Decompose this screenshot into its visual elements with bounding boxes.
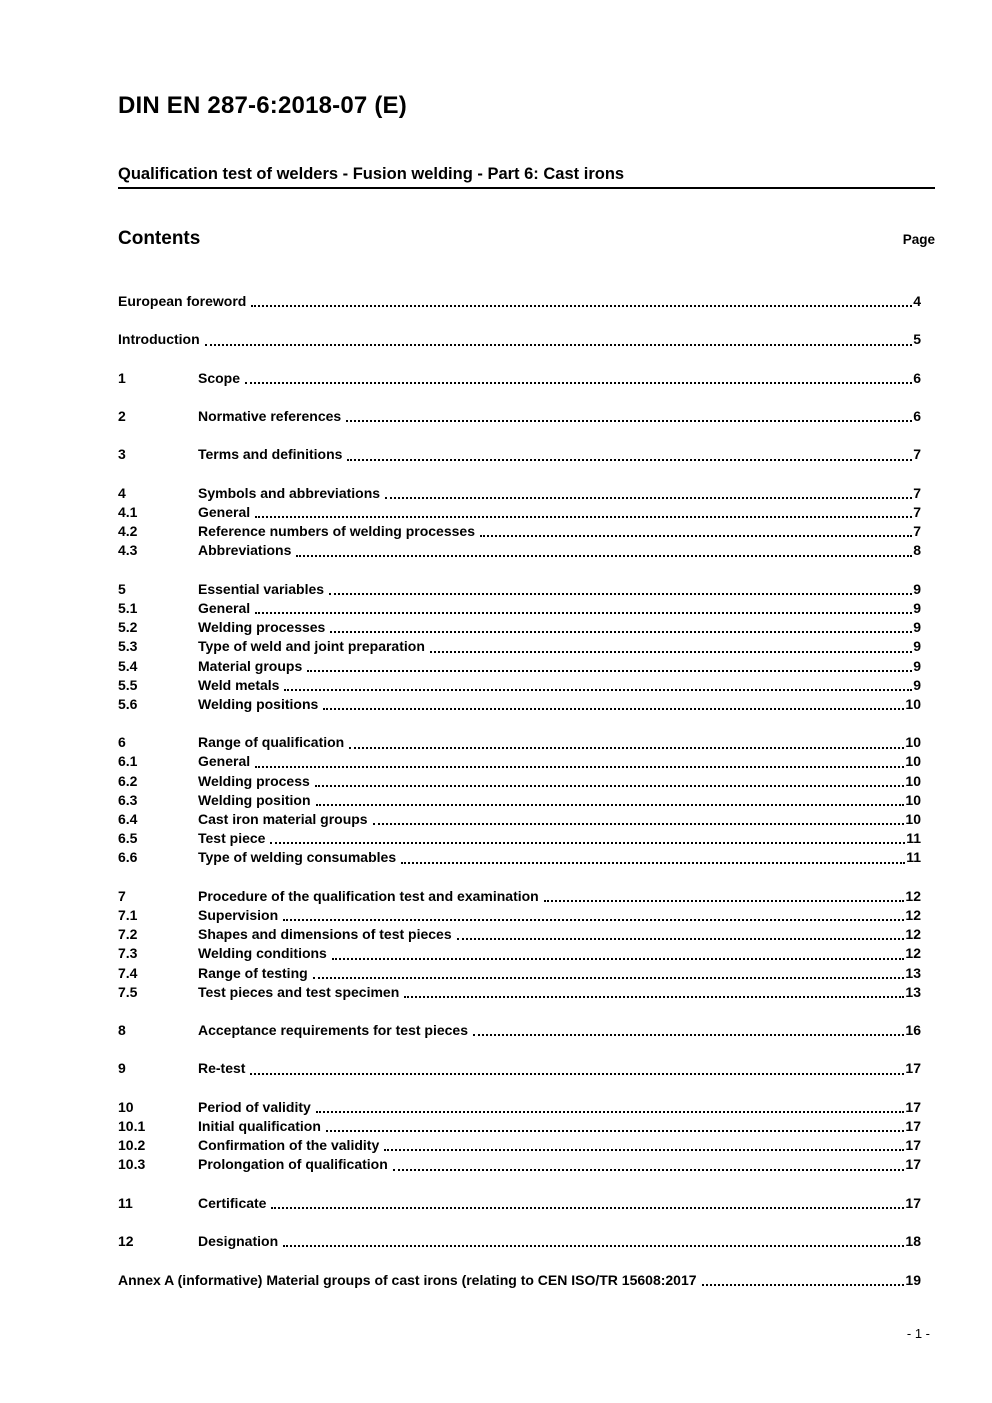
toc-group bbox=[118, 407, 935, 426]
toc-entry-number: 5.3 bbox=[118, 638, 138, 655]
toc-entry-page: 17 bbox=[905, 1098, 921, 1115]
toc-entry-page: 12 bbox=[905, 906, 921, 923]
toc-entry bbox=[118, 676, 935, 695]
toc-entry-page: 7 bbox=[913, 446, 921, 463]
toc-entry-title: Test pieces and test specimen bbox=[198, 983, 400, 1000]
toc-entry bbox=[118, 772, 935, 791]
toc-group bbox=[118, 484, 935, 561]
toc-entry-title: Range of qualification bbox=[198, 734, 345, 751]
toc-entry-title: Acceptance requirements for test pieces bbox=[198, 1022, 468, 1039]
toc-entry-page: 17 bbox=[905, 1194, 921, 1211]
toc-entry-page: 11 bbox=[906, 830, 921, 847]
toc-entry bbox=[118, 829, 935, 848]
toc-leader-dots bbox=[346, 420, 912, 422]
toc-entry bbox=[118, 733, 935, 752]
toc-entry-page: 9 bbox=[913, 638, 921, 655]
toc-leader-dots bbox=[473, 1034, 904, 1036]
toc-entry-number: 7.3 bbox=[118, 945, 138, 962]
toc-leader-dots bbox=[316, 1111, 905, 1113]
toc-entry-number: 10.1 bbox=[118, 1118, 146, 1135]
document-title: Qualification test of welders - Fusion welding - Part 6: Cast irons bbox=[118, 164, 935, 189]
toc-entry-number: 6.4 bbox=[118, 811, 138, 828]
page-content bbox=[118, 0, 935, 1290]
toc-leader-dots bbox=[480, 535, 912, 537]
toc-leader-dots bbox=[307, 670, 912, 672]
toc-leader-dots bbox=[385, 497, 912, 499]
toc-entry bbox=[118, 1194, 935, 1213]
toc-entry-number: 2 bbox=[118, 408, 126, 425]
toc-entry-title: Symbols and abbreviations bbox=[198, 484, 381, 501]
toc-leader-dots bbox=[330, 631, 912, 633]
toc-entry-page: 10 bbox=[905, 791, 921, 808]
toc-entry-number: 4.3 bbox=[118, 542, 138, 559]
toc-entry-page: 10 bbox=[905, 753, 921, 770]
toc-entry-page: 5 bbox=[913, 331, 921, 348]
toc-leader-dots bbox=[205, 344, 913, 346]
toc-group bbox=[118, 733, 935, 867]
toc-entry bbox=[118, 944, 935, 963]
toc-entry-number: 10 bbox=[118, 1098, 134, 1115]
toc-entry-title: Cast iron material groups bbox=[198, 811, 368, 828]
toc-entry-title: European foreword bbox=[118, 292, 247, 309]
toc-leader-dots bbox=[323, 708, 904, 710]
toc-entry-page: 9 bbox=[913, 599, 921, 616]
footer-page-number: - 1 - bbox=[906, 1326, 930, 1341]
toc-entry-title: Certificate bbox=[198, 1194, 267, 1211]
toc-entry-number: 1 bbox=[118, 369, 126, 386]
toc-leader-dots bbox=[255, 766, 904, 768]
toc-entry-number: 6.3 bbox=[118, 791, 138, 808]
toc-leader-dots bbox=[270, 842, 905, 844]
toc-entry-number: 6.2 bbox=[118, 772, 138, 789]
toc-entry-title: Abbreviations bbox=[198, 542, 292, 559]
toc-leader-dots bbox=[326, 1130, 905, 1132]
toc-entry-page: 18 bbox=[905, 1233, 921, 1250]
toc-entry bbox=[118, 446, 935, 465]
toc-entry-page: 6 bbox=[913, 408, 921, 425]
toc-group bbox=[118, 1060, 935, 1079]
toc-entry bbox=[118, 1271, 935, 1290]
toc-entry-number: 9 bbox=[118, 1060, 126, 1077]
toc-entry-page: 7 bbox=[913, 504, 921, 521]
toc-entry-title: Test piece bbox=[198, 830, 266, 847]
toc-entry-page: 10 bbox=[905, 772, 921, 789]
toc-entry bbox=[118, 580, 935, 599]
toc-entry-title: Period of validity bbox=[198, 1098, 311, 1115]
toc-entry-number: 6.1 bbox=[118, 753, 138, 770]
toc-leader-dots bbox=[245, 382, 912, 384]
toc-entry bbox=[118, 369, 935, 388]
toc-leader-dots bbox=[283, 919, 904, 921]
toc-entry-title: Welding processes bbox=[198, 619, 326, 636]
toc-leader-dots bbox=[430, 651, 912, 653]
toc-entry bbox=[118, 925, 935, 944]
toc-leader-dots bbox=[315, 785, 905, 787]
document-number-heading: DIN EN 287-6:2018-07 (E) bbox=[118, 92, 407, 119]
toc-entry-number: 5 bbox=[118, 580, 126, 597]
toc-entry-number: 7.5 bbox=[118, 983, 138, 1000]
toc-entry-page: 12 bbox=[905, 887, 921, 904]
toc-entry-title: Welding process bbox=[198, 772, 310, 789]
toc-entry-title: Normative references bbox=[198, 408, 342, 425]
toc-entry-number: 6.5 bbox=[118, 830, 138, 847]
toc-entry-number: 7 bbox=[118, 887, 126, 904]
toc-entry-page: 17 bbox=[905, 1118, 921, 1135]
toc-entry-title: Material groups bbox=[198, 657, 303, 674]
toc-entry-page: 9 bbox=[913, 657, 921, 674]
toc-entry-title: Procedure of the qualification test and examination bbox=[198, 887, 539, 904]
page-column-label: Page bbox=[902, 232, 935, 247]
toc-entry-page: 9 bbox=[913, 619, 921, 636]
toc-entry-title: Welding conditions bbox=[198, 945, 327, 962]
toc-entry-page: 6 bbox=[913, 369, 921, 386]
toc-entry-page: 4 bbox=[913, 292, 921, 309]
toc-entry-title: Re-test bbox=[198, 1060, 246, 1077]
toc-entry-title: General bbox=[198, 599, 251, 616]
toc-entry-title: Prolongation of qualification bbox=[198, 1156, 388, 1173]
toc-entry-number: 5.5 bbox=[118, 676, 138, 693]
toc-entry bbox=[118, 1021, 935, 1040]
toc-leader-dots bbox=[702, 1284, 905, 1286]
toc-entry-page: 16 bbox=[905, 1022, 921, 1039]
toc-entry bbox=[118, 810, 935, 829]
toc-entry-number: 7.4 bbox=[118, 964, 138, 981]
toc-entry-title: Welding positions bbox=[198, 695, 319, 712]
toc-entry bbox=[118, 541, 935, 560]
toc-entry bbox=[118, 791, 935, 810]
toc-entry-page: 10 bbox=[905, 734, 921, 751]
toc-entry-number: 3 bbox=[118, 446, 126, 463]
toc-group bbox=[118, 887, 935, 1002]
toc-entry-page: 9 bbox=[913, 676, 921, 693]
toc-entry-number: 5.2 bbox=[118, 619, 138, 636]
toc-entry-title: Introduction bbox=[118, 331, 200, 348]
toc-leader-dots bbox=[544, 900, 905, 902]
toc-entry bbox=[118, 484, 935, 503]
toc-leader-dots bbox=[332, 958, 905, 960]
toc-entry bbox=[118, 407, 935, 426]
toc-entry bbox=[118, 1155, 935, 1174]
toc-entry-number: 5.4 bbox=[118, 657, 138, 674]
toc-entry bbox=[118, 1117, 935, 1136]
contents-heading: Contents bbox=[118, 228, 201, 249]
toc-entry-title: Confirmation of the validity bbox=[198, 1137, 380, 1154]
toc-entry-number: 5.6 bbox=[118, 695, 138, 712]
toc-entry-title: Reference numbers of welding processes bbox=[198, 523, 475, 540]
toc-entry-title: General bbox=[198, 504, 251, 521]
toc-list bbox=[118, 292, 935, 1290]
toc-entry-page: 12 bbox=[905, 945, 921, 962]
toc-entry-page: 13 bbox=[905, 964, 921, 981]
toc-entry-number: 5.1 bbox=[118, 599, 138, 616]
toc-entry-page: 17 bbox=[905, 1156, 921, 1173]
toc-entry bbox=[118, 503, 935, 522]
toc-entry bbox=[118, 1232, 935, 1251]
toc-entry-page: 10 bbox=[905, 695, 921, 712]
toc-entry-number: 10.2 bbox=[118, 1137, 146, 1154]
toc-entry-page: 9 bbox=[913, 580, 921, 597]
toc-leader-dots bbox=[313, 977, 905, 979]
toc-entry-page: 11 bbox=[906, 849, 921, 866]
toc-entry-title: Essential variables bbox=[198, 580, 325, 597]
toc-entry-number: 6 bbox=[118, 734, 126, 751]
toc-group bbox=[118, 1232, 935, 1251]
toc-entry-title: Initial qualification bbox=[198, 1118, 321, 1135]
toc-group bbox=[118, 330, 935, 349]
toc-entry bbox=[118, 906, 935, 925]
toc-entry bbox=[118, 1136, 935, 1155]
toc-entry-title: Shapes and dimensions of test pieces bbox=[198, 926, 452, 943]
toc-entry-number: 8 bbox=[118, 1022, 126, 1039]
toc-leader-dots bbox=[255, 516, 912, 518]
toc-entry bbox=[118, 292, 935, 311]
toc-entry-number: 11 bbox=[118, 1194, 133, 1211]
toc-group bbox=[118, 1194, 935, 1213]
toc-group bbox=[118, 292, 935, 311]
toc-entry-number: 7.2 bbox=[118, 926, 138, 943]
toc-leader-dots bbox=[401, 862, 905, 864]
toc-leader-dots bbox=[255, 612, 912, 614]
toc-leader-dots bbox=[271, 1207, 904, 1209]
toc-leader-dots bbox=[251, 305, 912, 307]
toc-entry-title: Range of testing bbox=[198, 964, 308, 981]
toc-entry-number: 12 bbox=[118, 1233, 134, 1250]
toc-entry-page: 7 bbox=[913, 523, 921, 540]
toc-entry bbox=[118, 964, 935, 983]
toc-entry-number: 4 bbox=[118, 484, 126, 501]
toc-entry bbox=[118, 637, 935, 656]
toc-leader-dots bbox=[384, 1149, 904, 1151]
toc-entry-page: 17 bbox=[905, 1137, 921, 1154]
toc-entry bbox=[118, 695, 935, 714]
toc-entry-title: Annex A (informative) Material groups of cast irons (relating to CEN ISO/TR 15608:2017 bbox=[118, 1271, 697, 1288]
toc-entry-title: Welding position bbox=[198, 791, 311, 808]
toc-leader-dots bbox=[316, 804, 905, 806]
toc-group bbox=[118, 1021, 935, 1040]
toc-entry bbox=[118, 1098, 935, 1117]
toc-group bbox=[118, 1098, 935, 1175]
toc-entry bbox=[118, 330, 935, 349]
toc-entry bbox=[118, 1060, 935, 1079]
toc-leader-dots bbox=[373, 823, 905, 825]
toc-entry bbox=[118, 618, 935, 637]
toc-entry-title: Type of welding consumables bbox=[198, 849, 397, 866]
toc-entry-title: Designation bbox=[198, 1233, 279, 1250]
toc-entry-number: 10.3 bbox=[118, 1156, 146, 1173]
toc-entry-title: Terms and definitions bbox=[198, 446, 343, 463]
toc-leader-dots bbox=[250, 1073, 904, 1075]
toc-entry bbox=[118, 753, 935, 772]
toc-entry bbox=[118, 848, 935, 867]
toc-entry-number: 7.1 bbox=[118, 906, 138, 923]
toc-leader-dots bbox=[283, 1245, 904, 1247]
toc-entry-page: 17 bbox=[905, 1060, 921, 1077]
toc-leader-dots bbox=[349, 747, 904, 749]
toc-entry bbox=[118, 522, 935, 541]
toc-entry-title: General bbox=[198, 753, 251, 770]
toc-entry-title: Type of weld and joint preparation bbox=[198, 638, 425, 655]
toc-entry-title: Weld metals bbox=[198, 676, 280, 693]
toc-leader-dots bbox=[296, 555, 912, 557]
toc-group bbox=[118, 1271, 935, 1290]
toc-entry-number: 4.1 bbox=[118, 504, 138, 521]
toc-group bbox=[118, 369, 935, 388]
toc-group bbox=[118, 446, 935, 465]
toc-entry-page: 13 bbox=[905, 983, 921, 1000]
toc-leader-dots bbox=[329, 593, 912, 595]
contents-header-row bbox=[118, 227, 935, 251]
toc-entry-page: 8 bbox=[913, 542, 921, 559]
toc-group bbox=[118, 580, 935, 714]
toc-entry bbox=[118, 599, 935, 618]
toc-entry bbox=[118, 657, 935, 676]
toc-entry-page: 12 bbox=[905, 926, 921, 943]
toc-entry-title: Scope bbox=[198, 369, 241, 386]
toc-leader-dots bbox=[284, 689, 912, 691]
toc-leader-dots bbox=[347, 459, 912, 461]
toc-entry-page: 19 bbox=[905, 1271, 921, 1288]
toc-entry bbox=[118, 983, 935, 1002]
toc-entry bbox=[118, 887, 935, 906]
toc-entry-page: 7 bbox=[913, 484, 921, 501]
toc-entry-page: 10 bbox=[905, 811, 921, 828]
toc-leader-dots bbox=[404, 996, 904, 998]
toc-entry-title: Supervision bbox=[198, 906, 279, 923]
toc-leader-dots bbox=[457, 938, 905, 940]
toc-entry-number: 6.6 bbox=[118, 849, 138, 866]
toc-entry-number: 4.2 bbox=[118, 523, 138, 540]
toc-leader-dots bbox=[393, 1169, 905, 1171]
